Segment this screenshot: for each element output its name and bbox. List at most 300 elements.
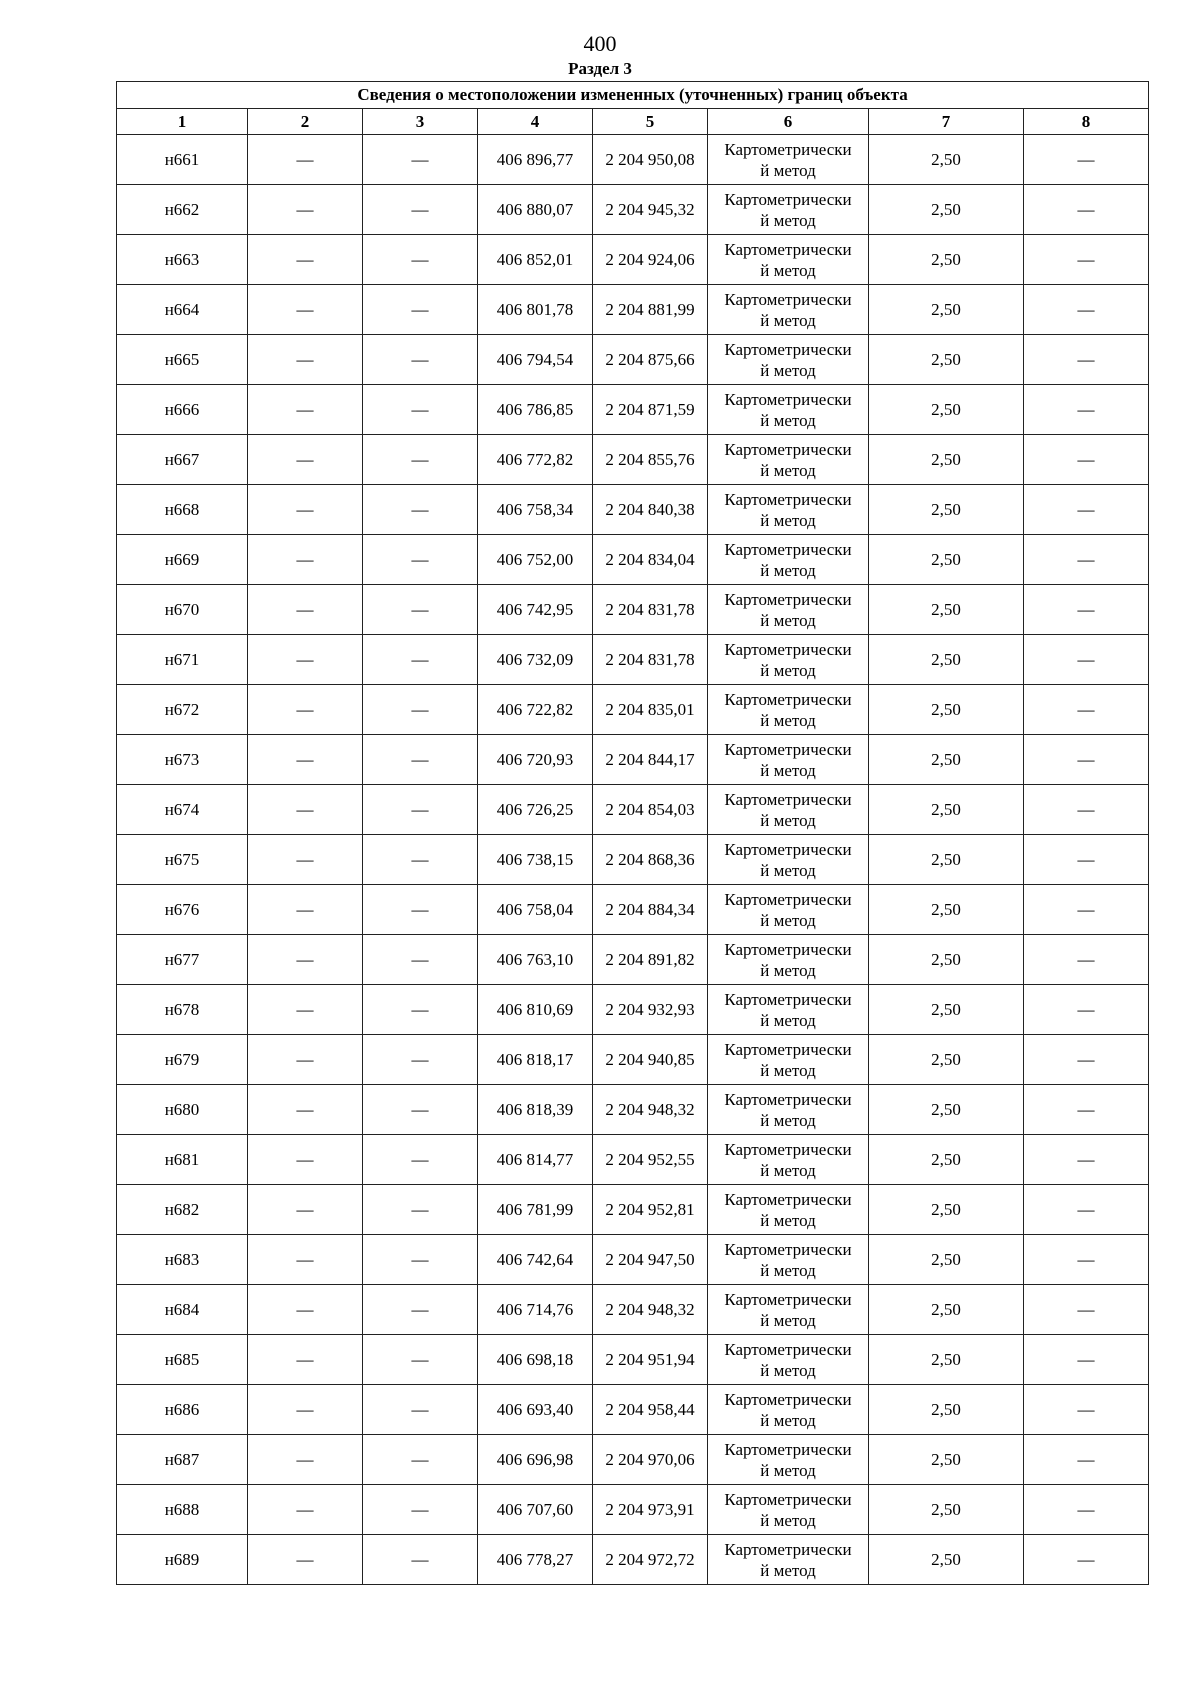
table-row bbox=[117, 785, 1149, 835]
method-cell bbox=[708, 735, 869, 785]
col2-cell: — bbox=[248, 1085, 363, 1135]
point-cell: н662 bbox=[117, 185, 248, 235]
method-cell bbox=[708, 1335, 869, 1385]
col3-cell: — bbox=[363, 1185, 478, 1235]
method-line-2: й метод bbox=[760, 1360, 816, 1380]
section-title: Раздел 3 bbox=[568, 59, 632, 78]
x-coordinate-cell: 406 896,77 bbox=[478, 135, 593, 185]
col8-cell: — bbox=[1024, 1485, 1149, 1535]
point-cell: н672 bbox=[117, 685, 248, 735]
table-row bbox=[117, 1535, 1149, 1585]
col2-cell: — bbox=[248, 285, 363, 335]
accuracy-cell: 2,50 bbox=[869, 635, 1024, 685]
y-coordinate-cell: 2 204 831,78 bbox=[593, 635, 708, 685]
col3-cell: — bbox=[363, 785, 478, 835]
method-line-2: й метод bbox=[760, 310, 816, 330]
col2-cell: — bbox=[248, 1285, 363, 1335]
method-line-1: Картометрически bbox=[724, 189, 852, 209]
y-coordinate-cell: 2 204 884,34 bbox=[593, 885, 708, 935]
method-line-1: Картометрически bbox=[724, 289, 852, 309]
col8-cell: — bbox=[1024, 1185, 1149, 1235]
x-coordinate-cell: 406 852,01 bbox=[478, 235, 593, 285]
y-coordinate-cell: 2 204 951,94 bbox=[593, 1335, 708, 1385]
point-cell: н679 bbox=[117, 1035, 248, 1085]
accuracy-cell: 2,50 bbox=[869, 185, 1024, 235]
accuracy-cell: 2,50 bbox=[869, 535, 1024, 585]
col3-cell: — bbox=[363, 1085, 478, 1135]
x-coordinate-cell: 406 720,93 bbox=[478, 735, 593, 785]
method-line-1: Картометрически bbox=[724, 839, 852, 859]
method-cell bbox=[708, 585, 869, 635]
point-cell: н673 bbox=[117, 735, 248, 785]
col2-cell: — bbox=[248, 535, 363, 585]
x-coordinate-cell: 406 772,82 bbox=[478, 435, 593, 485]
table-row bbox=[117, 1385, 1149, 1435]
col8-cell: — bbox=[1024, 535, 1149, 585]
accuracy-cell: 2,50 bbox=[869, 485, 1024, 535]
table-row bbox=[117, 235, 1149, 285]
table-row bbox=[117, 1135, 1149, 1185]
x-coordinate-cell: 406 758,34 bbox=[478, 485, 593, 535]
x-coordinate-cell: 406 758,04 bbox=[478, 885, 593, 935]
col8-cell: — bbox=[1024, 885, 1149, 935]
table-row bbox=[117, 1185, 1149, 1235]
col2-cell: — bbox=[248, 1235, 363, 1285]
method-cell bbox=[708, 885, 869, 935]
col8-cell: — bbox=[1024, 285, 1149, 335]
col3-cell: — bbox=[363, 1535, 478, 1585]
col2-cell: — bbox=[248, 735, 363, 785]
accuracy-cell: 2,50 bbox=[869, 1185, 1024, 1235]
y-coordinate-cell: 2 204 871,59 bbox=[593, 385, 708, 435]
x-coordinate-cell: 406 810,69 bbox=[478, 985, 593, 1035]
point-cell: н681 bbox=[117, 1135, 248, 1185]
y-coordinate-cell: 2 204 972,72 bbox=[593, 1535, 708, 1585]
accuracy-cell: 2,50 bbox=[869, 435, 1024, 485]
table-caption-row bbox=[117, 82, 1149, 109]
method-line-2: й метод bbox=[760, 1560, 816, 1580]
y-coordinate-cell: 2 204 924,06 bbox=[593, 235, 708, 285]
accuracy-cell: 2,50 bbox=[869, 1435, 1024, 1485]
method-line-1: Картометрически bbox=[724, 939, 852, 959]
method-line-2: й метод bbox=[760, 1060, 816, 1080]
accuracy-cell: 2,50 bbox=[869, 835, 1024, 885]
point-cell: н669 bbox=[117, 535, 248, 585]
col8-cell: — bbox=[1024, 1085, 1149, 1135]
accuracy-cell: 2,50 bbox=[869, 685, 1024, 735]
col8-cell: — bbox=[1024, 985, 1149, 1035]
y-coordinate-cell: 2 204 891,82 bbox=[593, 935, 708, 985]
y-coordinate-cell: 2 204 875,66 bbox=[593, 335, 708, 385]
table-row bbox=[117, 335, 1149, 385]
method-cell bbox=[708, 935, 869, 985]
method-cell bbox=[708, 435, 869, 485]
method-line-1: Картометрически bbox=[724, 1289, 852, 1309]
col3-cell: — bbox=[363, 885, 478, 935]
method-cell bbox=[708, 385, 869, 435]
accuracy-cell: 2,50 bbox=[869, 1035, 1024, 1085]
accuracy-cell: 2,50 bbox=[869, 235, 1024, 285]
col3-cell: — bbox=[363, 235, 478, 285]
col2-cell: — bbox=[248, 335, 363, 385]
method-cell bbox=[708, 535, 869, 585]
point-cell: н670 bbox=[117, 585, 248, 635]
method-cell bbox=[708, 1085, 869, 1135]
method-cell bbox=[708, 1435, 869, 1485]
method-cell bbox=[708, 1135, 869, 1185]
point-cell: н661 bbox=[117, 135, 248, 185]
col8-cell: — bbox=[1024, 1235, 1149, 1285]
x-coordinate-cell: 406 722,82 bbox=[478, 685, 593, 735]
column-number-4: 4 bbox=[478, 109, 593, 135]
col3-cell: — bbox=[363, 1035, 478, 1085]
method-line-1: Картометрически bbox=[724, 1089, 852, 1109]
x-coordinate-cell: 406 781,99 bbox=[478, 1185, 593, 1235]
x-coordinate-cell: 406 742,95 bbox=[478, 585, 593, 635]
y-coordinate-cell: 2 204 950,08 bbox=[593, 135, 708, 185]
table-row bbox=[117, 635, 1149, 685]
column-number-6: 6 bbox=[708, 109, 869, 135]
x-coordinate-cell: 406 726,25 bbox=[478, 785, 593, 835]
method-line-2: й метод bbox=[760, 260, 816, 280]
method-line-2: й метод bbox=[760, 1310, 816, 1330]
accuracy-cell: 2,50 bbox=[869, 385, 1024, 435]
accuracy-cell: 2,50 bbox=[869, 935, 1024, 985]
point-cell: н668 bbox=[117, 485, 248, 535]
col8-cell: — bbox=[1024, 185, 1149, 235]
table-row bbox=[117, 185, 1149, 235]
method-line-2: й метод bbox=[760, 1460, 816, 1480]
col8-cell: — bbox=[1024, 635, 1149, 685]
accuracy-cell: 2,50 bbox=[869, 135, 1024, 185]
col8-cell: — bbox=[1024, 1035, 1149, 1085]
method-cell bbox=[708, 1285, 869, 1335]
method-line-2: й метод bbox=[760, 210, 816, 230]
x-coordinate-cell: 406 778,27 bbox=[478, 1535, 593, 1585]
col8-cell: — bbox=[1024, 385, 1149, 435]
point-cell: н687 bbox=[117, 1435, 248, 1485]
method-cell bbox=[708, 835, 869, 885]
table-row bbox=[117, 935, 1149, 985]
point-cell: н685 bbox=[117, 1335, 248, 1385]
col2-cell: — bbox=[248, 635, 363, 685]
col3-cell: — bbox=[363, 635, 478, 685]
col2-cell: — bbox=[248, 1035, 363, 1085]
method-line-2: й метод bbox=[760, 710, 816, 730]
col2-cell: — bbox=[248, 485, 363, 535]
method-line-1: Картометрически bbox=[724, 439, 852, 459]
y-coordinate-cell: 2 204 970,06 bbox=[593, 1435, 708, 1485]
point-cell: н675 bbox=[117, 835, 248, 885]
table-caption: Сведения о местоположении измененных (уточненных) границ объекта bbox=[117, 82, 1149, 109]
method-cell bbox=[708, 185, 869, 235]
method-line-2: й метод bbox=[760, 460, 816, 480]
table-row bbox=[117, 285, 1149, 335]
method-line-2: й метод bbox=[760, 1210, 816, 1230]
method-line-1: Картометрически bbox=[724, 1489, 852, 1509]
accuracy-cell: 2,50 bbox=[869, 1335, 1024, 1385]
accuracy-cell: 2,50 bbox=[869, 1235, 1024, 1285]
x-coordinate-cell: 406 818,17 bbox=[478, 1035, 593, 1085]
method-line-1: Картометрически bbox=[724, 989, 852, 1009]
x-coordinate-cell: 406 742,64 bbox=[478, 1235, 593, 1285]
point-cell: н688 bbox=[117, 1485, 248, 1535]
table-row bbox=[117, 435, 1149, 485]
method-cell bbox=[708, 285, 869, 335]
point-cell: н686 bbox=[117, 1385, 248, 1435]
method-line-1: Картометрически bbox=[724, 389, 852, 409]
x-coordinate-cell: 406 693,40 bbox=[478, 1385, 593, 1435]
column-number-8: 8 bbox=[1024, 109, 1149, 135]
col2-cell: — bbox=[248, 1385, 363, 1435]
point-cell: н683 bbox=[117, 1235, 248, 1285]
method-cell bbox=[708, 235, 869, 285]
x-coordinate-cell: 406 752,00 bbox=[478, 535, 593, 585]
point-cell: н664 bbox=[117, 285, 248, 335]
x-coordinate-cell: 406 786,85 bbox=[478, 385, 593, 435]
col3-cell: — bbox=[363, 1135, 478, 1185]
table-row bbox=[117, 1285, 1149, 1335]
table-row bbox=[117, 1035, 1149, 1085]
col8-cell: — bbox=[1024, 1435, 1149, 1485]
col8-cell: — bbox=[1024, 685, 1149, 735]
method-cell bbox=[708, 485, 869, 535]
y-coordinate-cell: 2 204 958,44 bbox=[593, 1385, 708, 1435]
method-cell bbox=[708, 635, 869, 685]
point-cell: н666 bbox=[117, 385, 248, 435]
col2-cell: — bbox=[248, 985, 363, 1035]
method-line-1: Картометрически bbox=[724, 1339, 852, 1359]
col2-cell: — bbox=[248, 585, 363, 635]
table-row bbox=[117, 585, 1149, 635]
col2-cell: — bbox=[248, 185, 363, 235]
col2-cell: — bbox=[248, 785, 363, 835]
col2-cell: — bbox=[248, 235, 363, 285]
x-coordinate-cell: 406 696,98 bbox=[478, 1435, 593, 1485]
col2-cell: — bbox=[248, 835, 363, 885]
column-number-2: 2 bbox=[248, 109, 363, 135]
col8-cell: — bbox=[1024, 1385, 1149, 1435]
x-coordinate-cell: 406 738,15 bbox=[478, 835, 593, 885]
col2-cell: — bbox=[248, 685, 363, 735]
col8-cell: — bbox=[1024, 1135, 1149, 1185]
table-row bbox=[117, 535, 1149, 585]
method-line-2: й метод bbox=[760, 610, 816, 630]
accuracy-cell: 2,50 bbox=[869, 1535, 1024, 1585]
col3-cell: — bbox=[363, 685, 478, 735]
accuracy-cell: 2,50 bbox=[869, 285, 1024, 335]
y-coordinate-cell: 2 204 831,78 bbox=[593, 585, 708, 635]
x-coordinate-cell: 406 698,18 bbox=[478, 1335, 593, 1385]
x-coordinate-cell: 406 707,60 bbox=[478, 1485, 593, 1535]
col3-cell: — bbox=[363, 335, 478, 385]
method-line-1: Картометрически bbox=[724, 1039, 852, 1059]
y-coordinate-cell: 2 204 947,50 bbox=[593, 1235, 708, 1285]
method-line-2: й метод bbox=[760, 360, 816, 380]
table-row bbox=[117, 1335, 1149, 1385]
method-line-2: й метод bbox=[760, 760, 816, 780]
table-row bbox=[117, 1235, 1149, 1285]
method-line-1: Картометрически bbox=[724, 689, 852, 709]
y-coordinate-cell: 2 204 948,32 bbox=[593, 1085, 708, 1135]
col3-cell: — bbox=[363, 585, 478, 635]
col3-cell: — bbox=[363, 435, 478, 485]
method-line-1: Картометрически bbox=[724, 539, 852, 559]
method-line-2: й метод bbox=[760, 1160, 816, 1180]
point-cell: н665 bbox=[117, 335, 248, 385]
col8-cell: — bbox=[1024, 935, 1149, 985]
col2-cell: — bbox=[248, 935, 363, 985]
x-coordinate-cell: 406 880,07 bbox=[478, 185, 593, 235]
accuracy-cell: 2,50 bbox=[869, 585, 1024, 635]
col3-cell: — bbox=[363, 735, 478, 785]
y-coordinate-cell: 2 204 932,93 bbox=[593, 985, 708, 1035]
point-cell: н682 bbox=[117, 1185, 248, 1235]
point-cell: н663 bbox=[117, 235, 248, 285]
column-number-row bbox=[117, 109, 1149, 135]
y-coordinate-cell: 2 204 948,32 bbox=[593, 1285, 708, 1335]
col3-cell: — bbox=[363, 485, 478, 535]
table-row bbox=[117, 1485, 1149, 1535]
col2-cell: — bbox=[248, 385, 363, 435]
col8-cell: — bbox=[1024, 335, 1149, 385]
method-cell bbox=[708, 1185, 869, 1235]
method-line-2: й метод bbox=[760, 1510, 816, 1530]
point-cell: н689 bbox=[117, 1535, 248, 1585]
method-line-2: й метод bbox=[760, 1260, 816, 1280]
method-line-1: Картометрически bbox=[724, 889, 852, 909]
accuracy-cell: 2,50 bbox=[869, 1485, 1024, 1535]
table-row bbox=[117, 1085, 1149, 1135]
col8-cell: — bbox=[1024, 135, 1149, 185]
column-number-5: 5 bbox=[593, 109, 708, 135]
point-cell: н676 bbox=[117, 885, 248, 935]
method-line-2: й метод bbox=[760, 660, 816, 680]
y-coordinate-cell: 2 204 840,38 bbox=[593, 485, 708, 535]
method-cell bbox=[708, 985, 869, 1035]
col3-cell: — bbox=[363, 1335, 478, 1385]
method-line-2: й метод bbox=[760, 560, 816, 580]
accuracy-cell: 2,50 bbox=[869, 1385, 1024, 1435]
accuracy-cell: 2,50 bbox=[869, 1135, 1024, 1185]
col3-cell: — bbox=[363, 835, 478, 885]
method-line-1: Картометрически bbox=[724, 239, 852, 259]
y-coordinate-cell: 2 204 940,85 bbox=[593, 1035, 708, 1085]
y-coordinate-cell: 2 204 834,04 bbox=[593, 535, 708, 585]
y-coordinate-cell: 2 204 952,81 bbox=[593, 1185, 708, 1235]
table-row bbox=[117, 485, 1149, 535]
x-coordinate-cell: 406 763,10 bbox=[478, 935, 593, 985]
col3-cell: — bbox=[363, 985, 478, 1035]
table-row bbox=[117, 685, 1149, 735]
col3-cell: — bbox=[363, 935, 478, 985]
method-line-1: Картометрически bbox=[724, 1539, 852, 1559]
col2-cell: — bbox=[248, 1485, 363, 1535]
method-line-2: й метод bbox=[760, 1110, 816, 1130]
col8-cell: — bbox=[1024, 1335, 1149, 1385]
col2-cell: — bbox=[248, 1535, 363, 1585]
accuracy-cell: 2,50 bbox=[869, 1085, 1024, 1135]
method-cell bbox=[708, 135, 869, 185]
table-row bbox=[117, 985, 1149, 1035]
method-line-1: Картометрически bbox=[724, 639, 852, 659]
col2-cell: — bbox=[248, 1135, 363, 1185]
col8-cell: — bbox=[1024, 485, 1149, 535]
col2-cell: — bbox=[248, 435, 363, 485]
y-coordinate-cell: 2 204 854,03 bbox=[593, 785, 708, 835]
table-row bbox=[117, 385, 1149, 435]
column-number-1: 1 bbox=[117, 109, 248, 135]
method-cell bbox=[708, 785, 869, 835]
table-row bbox=[117, 735, 1149, 785]
point-cell: н684 bbox=[117, 1285, 248, 1335]
table-row bbox=[117, 885, 1149, 935]
col3-cell: — bbox=[363, 185, 478, 235]
col3-cell: — bbox=[363, 535, 478, 585]
accuracy-cell: 2,50 bbox=[869, 1285, 1024, 1335]
col3-cell: — bbox=[363, 1385, 478, 1435]
col3-cell: — bbox=[363, 1235, 478, 1285]
col3-cell: — bbox=[363, 385, 478, 435]
method-line-1: Картометрически bbox=[724, 1439, 852, 1459]
col8-cell: — bbox=[1024, 785, 1149, 835]
column-number-3: 3 bbox=[363, 109, 478, 135]
y-coordinate-cell: 2 204 835,01 bbox=[593, 685, 708, 735]
col3-cell: — bbox=[363, 285, 478, 335]
col2-cell: — bbox=[248, 885, 363, 935]
method-line-2: й метод bbox=[760, 960, 816, 980]
point-cell: н680 bbox=[117, 1085, 248, 1135]
method-line-2: й метод bbox=[760, 810, 816, 830]
accuracy-cell: 2,50 bbox=[869, 985, 1024, 1035]
method-line-1: Картометрически bbox=[724, 589, 852, 609]
column-number-7: 7 bbox=[869, 109, 1024, 135]
col8-cell: — bbox=[1024, 735, 1149, 785]
col2-cell: — bbox=[248, 1335, 363, 1385]
y-coordinate-cell: 2 204 973,91 bbox=[593, 1485, 708, 1535]
method-line-1: Картометрически bbox=[724, 739, 852, 759]
col8-cell: — bbox=[1024, 235, 1149, 285]
col8-cell: — bbox=[1024, 585, 1149, 635]
method-cell bbox=[708, 685, 869, 735]
accuracy-cell: 2,50 bbox=[869, 885, 1024, 935]
col3-cell: — bbox=[363, 1485, 478, 1535]
method-line-1: Картометрически bbox=[724, 1389, 852, 1409]
y-coordinate-cell: 2 204 844,17 bbox=[593, 735, 708, 785]
table-body bbox=[117, 135, 1149, 1585]
method-cell bbox=[708, 1035, 869, 1085]
point-cell: н674 bbox=[117, 785, 248, 835]
col2-cell: — bbox=[248, 1185, 363, 1235]
method-line-1: Картометрически bbox=[724, 339, 852, 359]
y-coordinate-cell: 2 204 881,99 bbox=[593, 285, 708, 335]
method-line-2: й метод bbox=[760, 160, 816, 180]
method-line-2: й метод bbox=[760, 1410, 816, 1430]
page-number: 400 bbox=[583, 31, 617, 56]
point-cell: н671 bbox=[117, 635, 248, 685]
col8-cell: — bbox=[1024, 1535, 1149, 1585]
method-line-1: Картометрически bbox=[724, 1189, 852, 1209]
accuracy-cell: 2,50 bbox=[869, 335, 1024, 385]
method-line-1: Картометрически bbox=[724, 139, 852, 159]
table-row bbox=[117, 135, 1149, 185]
table-row bbox=[117, 1435, 1149, 1485]
x-coordinate-cell: 406 801,78 bbox=[478, 285, 593, 335]
x-coordinate-cell: 406 814,77 bbox=[478, 1135, 593, 1185]
method-cell bbox=[708, 335, 869, 385]
y-coordinate-cell: 2 204 952,55 bbox=[593, 1135, 708, 1185]
y-coordinate-cell: 2 204 868,36 bbox=[593, 835, 708, 885]
